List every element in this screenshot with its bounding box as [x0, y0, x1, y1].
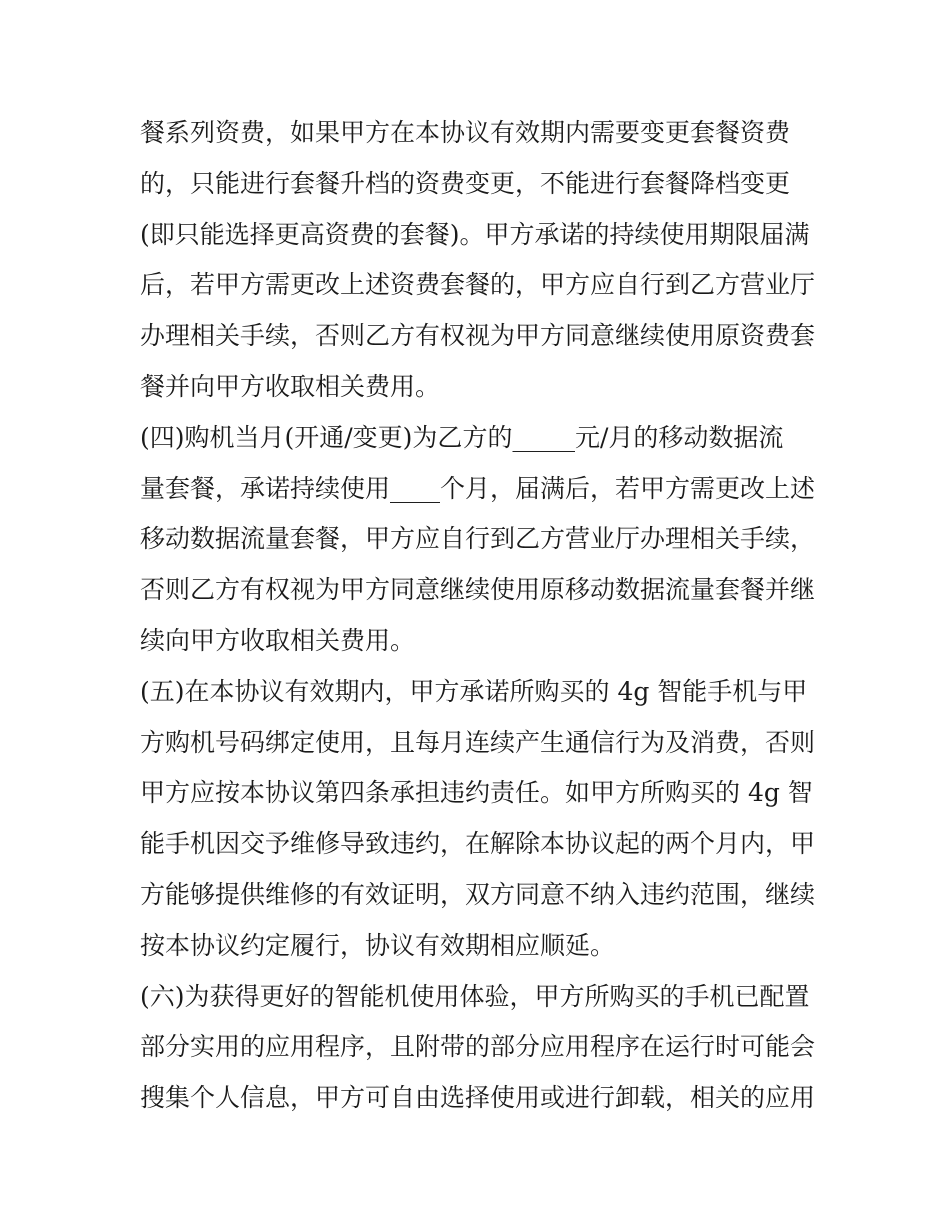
text-line: 后，若甲方需更改上述资费套餐的，甲方应自行到乙方营业厅 [140, 270, 816, 300]
text-line: 部分实用的应用程序，且附带的部分应用程序在运行时可能会 [140, 1032, 816, 1062]
document-body [140, 108, 820, 1124]
text-line: 甲方应按本协议第四条承担违约责任。如甲方所购买的 4g 智 [140, 778, 813, 808]
text-line: 方能够提供维修的有效证明，双方同意不纳入违约范围，继续 [140, 879, 816, 909]
text-line: 移动数据流量套餐，甲方应自行到乙方营业厅办理相关手续， [140, 524, 816, 554]
text-line: 搜集个人信息，甲方可自由选择使用或进行卸载，相关的应用 [140, 1083, 816, 1113]
text-line: 续向甲方收取相关费用。 [140, 625, 416, 655]
text-line: 方购机号码绑定使用，且每月连续产生通信行为及消费，否则 [140, 727, 816, 757]
text-line: 量套餐，承诺持续使用____个月，届满后，若甲方需更改上述 [140, 473, 816, 503]
text-line: 餐系列资费，如果甲方在本协议有效期内需要变更套餐资费 [140, 118, 791, 147]
text-line: (五)在本协议有效期内，甲方承诺所购买的 4g 智能手机与甲 [140, 676, 808, 706]
text-line: 能手机因交予维修导致违约，在解除本协议起的两个月内，甲 [140, 829, 816, 859]
text-line: 按本协议约定履行，协议有效期相应顺延。 [140, 930, 616, 960]
text-line: 的，只能进行套餐升档的资费变更，不能进行套餐降档变更 [140, 168, 791, 198]
text-line: (即只能选择更高资费的套餐)。甲方承诺的持续使用期限届满 [140, 219, 810, 249]
text-line: (四)购机当月(开通/变更)为乙方的_____元/月的移动数据流 [140, 422, 784, 452]
text-line: 否则乙方有权视为甲方同意继续使用原移动数据流量套餐并继 [140, 575, 816, 605]
text-line: 办理相关手续，否则乙方有权视为甲方同意继续使用原资费套 [140, 321, 816, 351]
text-line: (六)为获得更好的智能机使用体验，甲方所购买的手机已配置 [140, 981, 810, 1011]
text-line: 餐并向甲方收取相关费用。 [140, 371, 441, 401]
